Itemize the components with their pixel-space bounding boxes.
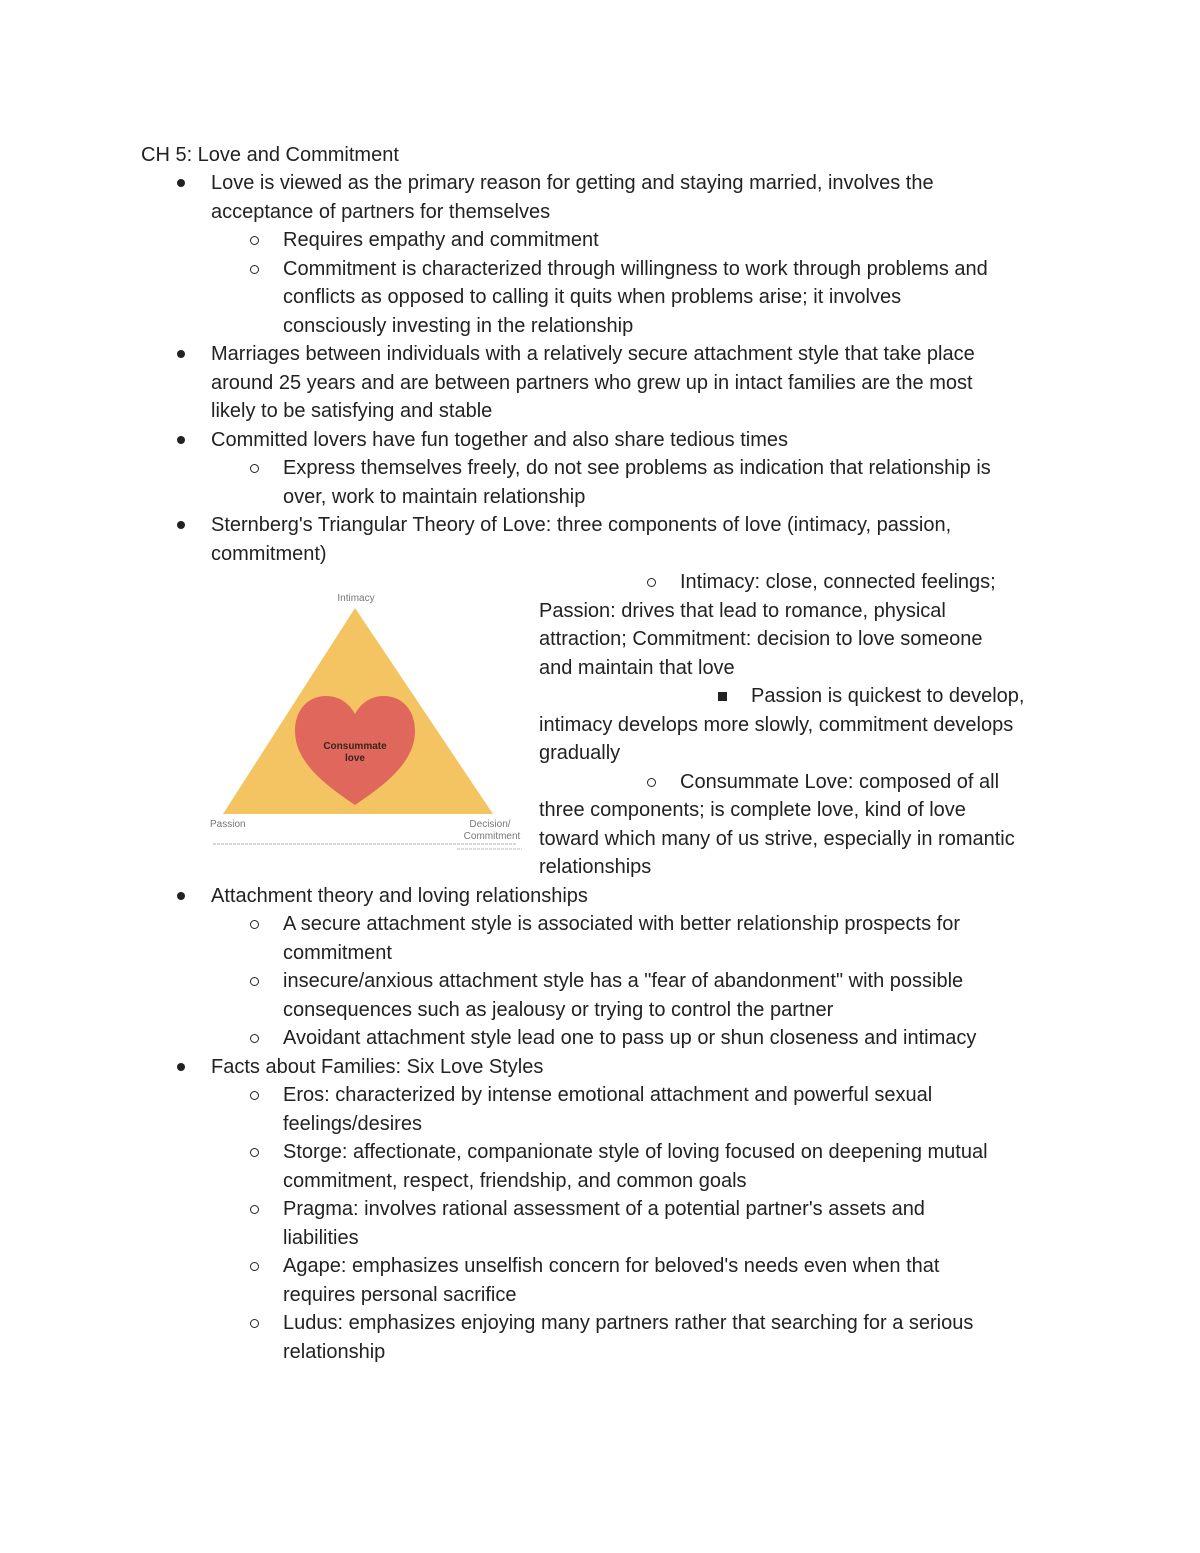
list-item-line: Ludus: emphasizes enjoying many partners rather that searching for a serious: [283, 1312, 974, 1334]
bullet-disc-icon: [177, 1063, 185, 1071]
list-item-line: Passion is quickest to develop,: [751, 685, 1025, 707]
bullet-circle-icon: [250, 1262, 259, 1271]
list-item-line: over, work to maintain relationship: [283, 485, 586, 508]
list-item-line: consciously investing in the relationship: [283, 314, 634, 337]
triangle-diagram: [207, 588, 527, 852]
list-item-line: Marriages between individuals with a relatively secure attachment style that take place: [211, 343, 975, 365]
list-item-line: Intimacy: close, connected feelings;: [680, 571, 996, 593]
list-item-line: acceptance of partners for themselves: [211, 200, 551, 223]
bullet-circle-icon: [250, 464, 259, 473]
list-item-line: relationships: [539, 856, 652, 878]
list-item-line: Facts about Families: Six Love Styles: [211, 1055, 544, 1078]
list-item-line: Commitment is characterized through willingness to work through problems and: [283, 257, 988, 280]
list-item-line: Pragma: involves rational assessment of a potential partner's assets and: [283, 1198, 925, 1220]
bullet-disc-icon: [177, 521, 185, 529]
bullet-circle-icon: [250, 920, 259, 929]
label-intimacy: Intimacy: [337, 593, 375, 604]
list-item-line: three components; is complete love, kind of love: [539, 799, 966, 821]
list-item-line: liabilities: [283, 1226, 359, 1249]
list-item-line: Agape: emphasizes unselfish concern for beloved's needs even when that: [283, 1255, 940, 1277]
list-item-line: Attachment theory and loving relationships: [211, 884, 588, 907]
bullet-disc-icon: [177, 892, 185, 900]
bullet-circle-icon: [250, 236, 259, 245]
list-item-line: Eros: characterized by intense emotional attachment and powerful sexual: [283, 1084, 933, 1106]
center-label-line2: love: [344, 753, 366, 764]
bullet-circle-icon: [250, 1319, 259, 1328]
bullet-disc-icon: [177, 436, 185, 444]
label-passion: Passion: [210, 819, 246, 830]
bullet-circle-icon: [647, 578, 656, 587]
list-item-line: relationship: [283, 1340, 386, 1363]
bullet-circle-icon: [647, 778, 656, 787]
list-item-line: Love is viewed as the primary reason for getting and staying married, involves the: [211, 172, 934, 194]
list-item-line: Passion: drives that lead to romance, physical: [539, 599, 946, 622]
bullet-circle-icon: [250, 265, 259, 274]
list-item-line: insecure/anxious attachment style has a "fear of abandonment" with possible: [283, 970, 964, 992]
list-item-line: feelings/desires: [283, 1112, 422, 1135]
list-item-line: commitment, respect, friendship, and common goals: [283, 1169, 747, 1192]
list-item-line: Sternberg's Triangular Theory of Love: three components of love (intimacy, passion,: [211, 514, 952, 536]
list-item-line: likely to be satisfying and stable: [211, 400, 493, 422]
list-item-line: Consummate Love: composed of all: [680, 770, 1000, 793]
bullet-circle-icon: [250, 1091, 259, 1100]
bullet-disc-icon: [177, 179, 185, 187]
list-item-line: commitment): [211, 542, 327, 565]
list-item-line: Storge: affectionate, companionate style of loving focused on deepening mutual: [283, 1141, 988, 1163]
bullet-square-icon: [718, 692, 727, 701]
bullet-circle-icon: [250, 1148, 259, 1157]
list-item-line: intimacy develops more slowly, commitment develops: [539, 713, 1014, 736]
list-item-line: commitment: [283, 941, 392, 964]
list-item-line: requires personal sacrifice: [283, 1283, 517, 1306]
list-item-line: A secure attachment style is associated with better relationship prospects for: [283, 913, 961, 935]
list-item-line: Avoidant attachment style lead one to pass up or shun closeness and intimacy: [283, 1027, 977, 1049]
list-item-line: gradually: [539, 742, 621, 764]
list-item-line: toward which many of us strive, especially in romantic: [539, 827, 1015, 850]
list-item-line: Requires empathy and commitment: [283, 229, 599, 251]
list-item-line: Express themselves freely, do not see problems as indication that relationship is: [283, 457, 991, 479]
list-item-line: attraction; Commitment: decision to love someone: [539, 628, 983, 650]
label-commitment: Commitment: [463, 831, 521, 842]
page-title: CH 5: Love and Commitment: [141, 144, 399, 166]
bullet-circle-icon: [250, 977, 259, 986]
bullet-circle-icon: [250, 1205, 259, 1214]
label-decision: Decision/: [469, 819, 511, 830]
list-item-line: consequences such as jealousy or trying to control the partner: [283, 998, 834, 1021]
bullet-circle-icon: [250, 1034, 259, 1043]
center-label-line1: Consummate: [323, 741, 387, 752]
list-item-line: conflicts as opposed to calling it quits when problems arise; it involves: [283, 286, 902, 308]
list-item-line: around 25 years and are between partners who grew up in intact families are the most: [211, 371, 973, 394]
bullet-disc-icon: [177, 350, 185, 358]
list-item-line: and maintain that love: [539, 656, 735, 679]
list-item-line: Committed lovers have fun together and also share tedious times: [211, 428, 788, 451]
